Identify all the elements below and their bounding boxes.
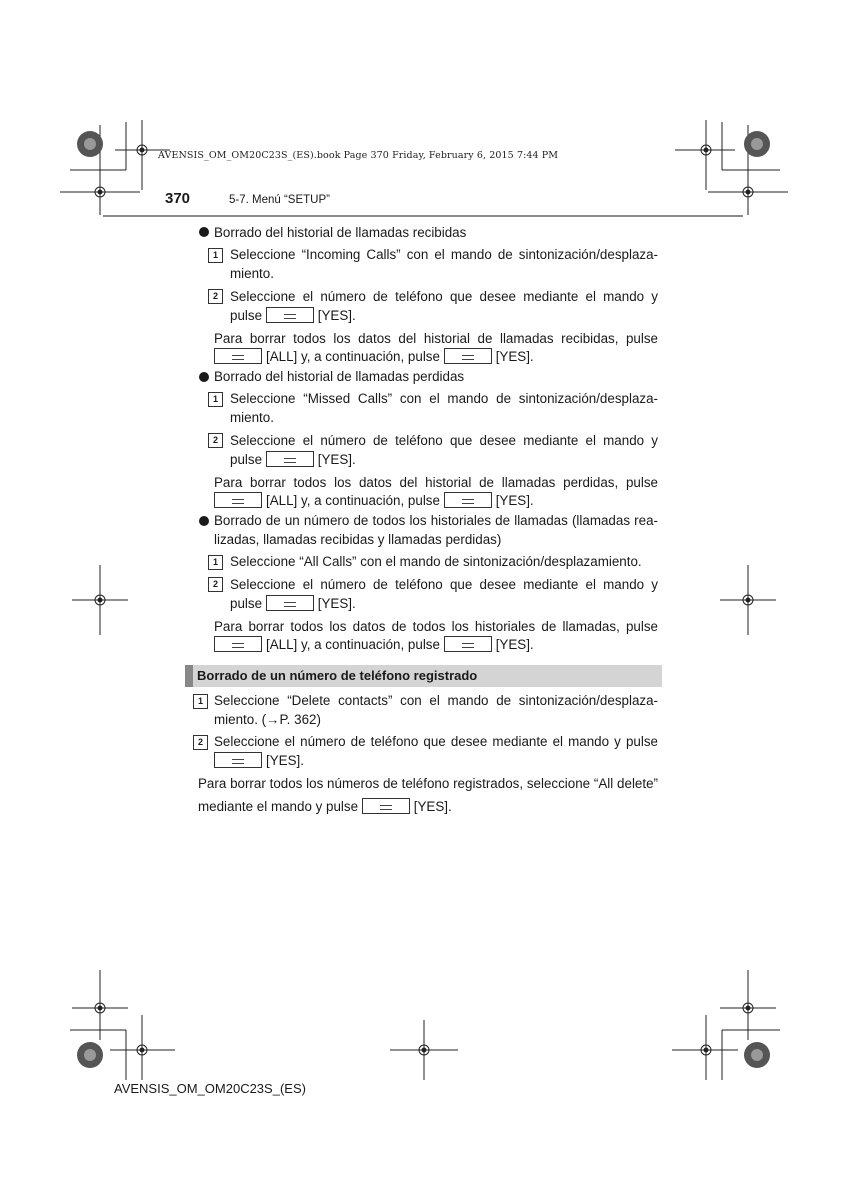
step-text: Seleccione “Delete contacts” con el mando de sintonización/desplaza- bbox=[214, 693, 658, 708]
heading-accent-bar bbox=[185, 665, 193, 687]
step-number-2: 2 bbox=[193, 735, 208, 750]
step-text: Seleccione el número de teléfono que desee mediante el mando y bbox=[230, 433, 658, 448]
step-text: miento. bbox=[230, 266, 274, 281]
section-title-all: Borrado de un número de todos los historiales de llamadas (llamadas rea- bbox=[214, 513, 658, 528]
step-text: Seleccione “Missed Calls” con el mando de sintonización/desplaza- bbox=[230, 391, 658, 406]
step-text: Seleccione el número de teléfono que desee mediante el mando y pulse bbox=[214, 734, 658, 749]
note-text: Para borrar todos los datos de todos los historiales de llamadas, pulse bbox=[214, 619, 658, 634]
section-title-all: lizadas, llamadas recibidas y llamadas perdidas) bbox=[214, 532, 502, 547]
note-text: Para borrar todos los datos del historial de llamadas perdidas, pulse bbox=[214, 475, 658, 490]
page-number: 370 bbox=[165, 190, 191, 207]
section-label: 5-7. Menú “SETUP” bbox=[229, 194, 330, 206]
dial-button-icon bbox=[444, 492, 492, 508]
step-number-1: 1 bbox=[208, 555, 223, 570]
bullet-icon bbox=[199, 227, 209, 237]
note-text-with-buttons: [ALL] y, a continuación, pulse [YES]. bbox=[214, 635, 534, 654]
dial-button-icon bbox=[266, 595, 314, 611]
step-text: Seleccione “All Calls” con el mando de sintonización/desplazamiento. bbox=[230, 554, 642, 569]
step-text-with-button: pulse [YES]. bbox=[230, 452, 356, 467]
subsection-heading bbox=[185, 665, 662, 687]
section-title-received: Borrado del historial de llamadas recibidas bbox=[214, 225, 467, 240]
dial-button-icon bbox=[444, 348, 492, 364]
dial-button-icon bbox=[266, 451, 314, 467]
dial-button-icon bbox=[362, 798, 410, 814]
footer-doc-code: AVENSIS_OM_OM20C23S_(ES) bbox=[114, 1081, 306, 1096]
step-text: Seleccione el número de teléfono que desee mediante el mando y bbox=[230, 289, 658, 304]
step-number-2: 2 bbox=[208, 289, 223, 304]
step-text: miento. bbox=[230, 410, 274, 425]
step-number-1: 1 bbox=[193, 694, 208, 709]
step-text: miento. (→P. 362) bbox=[214, 712, 321, 727]
step-number-1: 1 bbox=[208, 248, 223, 263]
dial-button-icon bbox=[266, 307, 314, 323]
step-number-2: 2 bbox=[208, 433, 223, 448]
dial-button-icon bbox=[444, 636, 492, 652]
step-text: Seleccione “Incoming Calls” con el mando de sintonización/desplaza- bbox=[230, 247, 658, 262]
note-text: Para borrar todos los números de teléfono registrados, seleccione “All delete” bbox=[198, 776, 658, 791]
section-title-missed: Borrado del historial de llamadas perdidas bbox=[214, 369, 465, 384]
dial-button-icon bbox=[214, 636, 262, 652]
step-number-1: 1 bbox=[208, 392, 223, 407]
file-meta: AVENSIS_OM_OM20C23S_(ES).book Page 370 Friday, February 6, 2015 7:44 PM bbox=[158, 150, 559, 161]
step-text: Seleccione el número de teléfono que desee mediante el mando y bbox=[230, 577, 658, 592]
note-text-with-buttons: [ALL] y, a continuación, pulse [YES]. bbox=[214, 347, 534, 366]
dial-button-icon bbox=[214, 348, 262, 364]
step-text-with-button: [YES]. bbox=[214, 751, 304, 770]
step-text-with-button: pulse [YES]. bbox=[230, 596, 356, 611]
note-text-with-button: mediante el mando y pulse [YES]. bbox=[198, 799, 452, 814]
bullet-icon bbox=[199, 516, 209, 526]
dial-button-icon bbox=[214, 492, 262, 508]
dial-button-icon bbox=[214, 752, 262, 768]
note-text: Para borrar todos los datos del historial de llamadas recibidas, pulse bbox=[214, 331, 658, 346]
step-text-with-button: pulse [YES]. bbox=[230, 308, 356, 323]
header-divider bbox=[103, 215, 743, 217]
step-number-2: 2 bbox=[208, 577, 223, 592]
bullet-icon bbox=[199, 372, 209, 382]
subsection-heading-text: Borrado de un número de teléfono registrado bbox=[197, 668, 478, 683]
note-text-with-buttons: [ALL] y, a continuación, pulse [YES]. bbox=[214, 491, 534, 510]
